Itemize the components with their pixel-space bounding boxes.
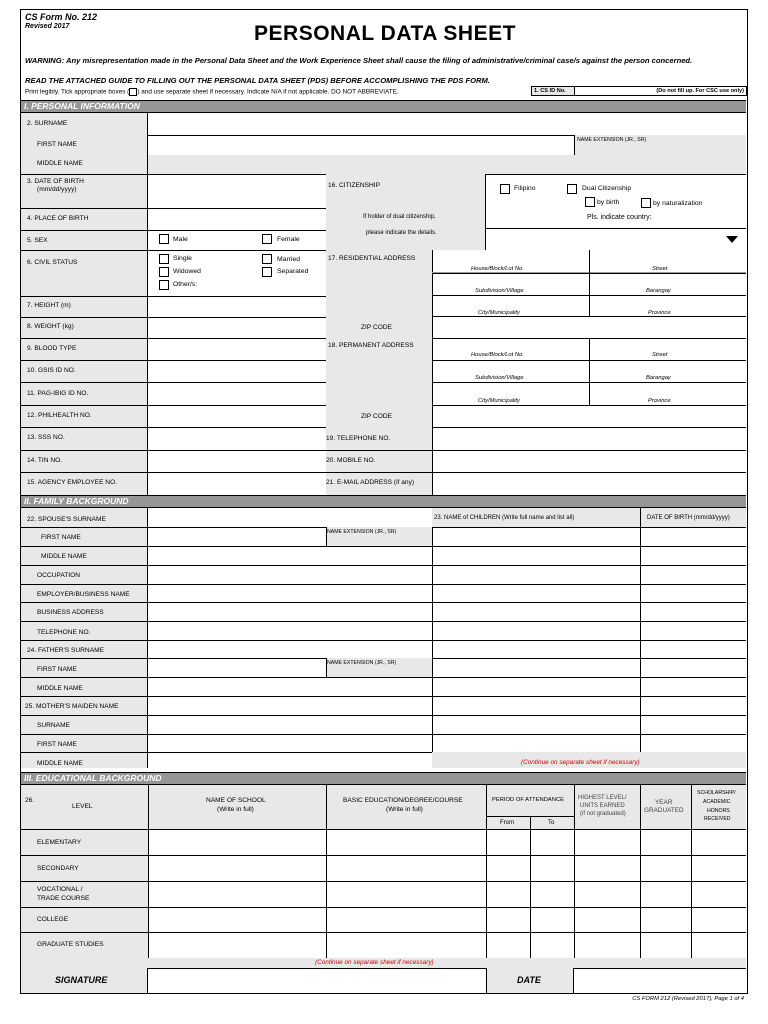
civil-status-label: 6. CIVIL STATUS <box>27 259 78 266</box>
honors-header-d: RECEIVED <box>704 816 731 822</box>
honors-header-c: HONORS <box>707 808 730 814</box>
spouse-telephone-label: TELEPHONE NO. <box>37 629 91 636</box>
civil-others-checkbox[interactable] <box>159 280 169 290</box>
citizenship-by-naturalization-label: by naturalization <box>653 200 703 207</box>
signature-input[interactable] <box>149 969 485 992</box>
level-college: COLLEGE <box>37 916 69 923</box>
level-header: LEVEL <box>72 803 93 810</box>
name-extension-label: NAME EXTENSION (JR., SR) <box>577 137 647 143</box>
first-name-input[interactable] <box>149 136 573 154</box>
education-continue-note: (Continue on separate sheet if necessary) <box>315 959 434 966</box>
citizenship-by-naturalization-checkbox[interactable] <box>641 198 651 208</box>
res-barangay-label: Barangay <box>646 288 671 294</box>
blood-type-label: 9. BLOOD TYPE <box>27 345 77 352</box>
guide-text: READ THE ATTACHED GUIDE TO FILLING OUT THE PERSONAL DATA SHEET (PDS) BEFORE ACCOMPLISHING THE PDS FORM. <box>25 76 490 85</box>
sample-checkbox-icon <box>129 88 137 96</box>
civil-married-checkbox[interactable] <box>262 254 272 264</box>
csid-input[interactable] <box>574 86 747 96</box>
period-to: To <box>548 820 555 826</box>
perm-subdivision-label: Subdivision/Village <box>475 375 524 381</box>
res-subdivision-label: Subdivision/Village <box>475 288 524 294</box>
citizenship-filipino-label: Filipino <box>514 185 536 192</box>
spouse-name-ext-label: NAME EXTENSION (JR., SR) <box>327 529 397 535</box>
father-name-ext-label: NAME EXTENSION (JR., SR) <box>327 660 397 666</box>
permanent-zip-label: ZIP CODE <box>361 413 393 420</box>
section-family-background: II. FAMILY BACKGROUND <box>21 495 746 508</box>
civil-widowed-label: Widowed <box>173 268 201 275</box>
perm-province-label: Province <box>648 398 671 404</box>
course-header-a: BASIC EDUCATION/DEGREE/COURSE <box>343 797 463 804</box>
telephone-label: 19. TELEPHONE NO. <box>326 435 391 442</box>
citizenship-country-select[interactable] <box>486 228 746 250</box>
perm-barangay-label: Barangay <box>646 375 671 381</box>
spouse-surname-label: 22. SPOUSE'S SURNAME <box>27 516 106 523</box>
signature-label: SIGNATURE <box>55 975 108 985</box>
mother-middle-name-label: MIDDLE NAME <box>37 760 83 767</box>
instruction-text <box>25 88 399 96</box>
residential-address-label: 17. RESIDENTIAL ADDRESS <box>328 255 416 262</box>
res-city-label: City/Municipality <box>478 310 520 316</box>
mother-maiden-label: 25. MOTHER'S MAIDEN NAME <box>25 703 119 710</box>
warning-text: WARNING: Any misrepresentation made in the Personal Data Sheet and the Work Experience Sheet shall cause the filing of administrative/criminal case/s against the person concerned. <box>25 56 693 65</box>
agency-label: 15. AGENCY EMPLOYEE NO. <box>27 479 118 486</box>
civil-widowed-checkbox[interactable] <box>159 267 169 277</box>
mother-surname-label: SURNAME <box>37 722 70 729</box>
civil-single-label: Single <box>173 255 192 262</box>
pds-form <box>20 9 748 994</box>
sex-male-label: Male <box>173 236 188 243</box>
children-header: 23. NAME of CHILDREN (Write full name and list all) <box>434 515 575 521</box>
education-number: 26. <box>25 797 35 804</box>
middle-name-input[interactable] <box>148 155 746 174</box>
surname-label: 2. SURNAME <box>27 120 68 127</box>
surname-input[interactable] <box>149 114 745 134</box>
year-header-a: YEAR <box>655 799 673 806</box>
course-header-b: (Write in full) <box>386 806 423 813</box>
height-label: 7. HEIGHT (m) <box>27 302 71 309</box>
chevron-down-icon <box>726 236 738 243</box>
middle-name-label: MIDDLE NAME <box>37 160 83 167</box>
highest-header-c: (if not graduated) <box>580 811 626 817</box>
res-street-label: Street <box>652 266 668 272</box>
dual-note-a: If holder of dual citizenship, <box>363 214 436 220</box>
civil-separated-checkbox[interactable] <box>262 267 272 277</box>
spouse-middle-name-label: MIDDLE NAME <box>41 553 87 560</box>
dob-label-b: (mm/dd/yyyy) <box>37 186 77 193</box>
instruction-part-b: ) and use separate sheet if necessary. Indicate N/A if not applicable. DO NOT ABBREVIATE. <box>137 88 399 96</box>
philhealth-label: 12. PHILHEALTH NO. <box>27 412 92 419</box>
employer-label: EMPLOYER/BUSINESS NAME <box>37 591 130 598</box>
res-province-label: Province <box>648 310 671 316</box>
level-secondary: SECONDARY <box>37 865 79 872</box>
csid-label: 1. CS ID No. <box>534 88 566 94</box>
csid-note: (Do not fill up. For CSC use only) <box>656 88 744 94</box>
period-from: From <box>500 820 514 826</box>
gsis-label: 10. GSIS ID NO. <box>27 367 76 374</box>
date-label: DATE <box>517 975 541 985</box>
perm-city-label: City/Municipality <box>478 398 520 404</box>
citizenship-label: 16. CITIZENSHIP <box>328 182 381 189</box>
permanent-address-label: 18. PERMANENT ADDRESS <box>328 342 414 349</box>
level-graduate: GRADUATE STUDIES <box>37 941 104 948</box>
mobile-label: 20. MOBILE NO. <box>326 457 376 464</box>
pob-label: 4. PLACE OF BIRTH <box>27 215 89 222</box>
residential-zip-label: ZIP CODE <box>361 324 393 331</box>
family-label-column <box>21 508 148 768</box>
education-level-column <box>21 829 148 959</box>
father-surname-label: 24. FATHER'S SURNAME <box>27 647 104 654</box>
section-personal-information: I. PERSONAL INFORMATION <box>21 100 746 113</box>
occupation-label: OCCUPATION <box>37 572 80 579</box>
mother-first-name-label: FIRST NAME <box>37 741 77 748</box>
email-label: 21. E-MAIL ADDRESS (if any) <box>326 479 415 486</box>
weight-label: 8. WEIGHT (kg) <box>27 323 74 330</box>
sex-male-checkbox[interactable] <box>159 234 169 244</box>
citizenship-dual-label: Dual Citizenship <box>582 185 632 192</box>
dob-label-a: 3. DATE OF BIRTH <box>27 178 84 185</box>
first-name-label: FIRST NAME <box>37 141 77 148</box>
instruction-part-a: Print legibly. Tick appropriate boxes ( <box>25 88 130 96</box>
father-first-name-label: FIRST NAME <box>37 666 77 673</box>
citizenship-by-birth-label: by birth <box>597 199 620 206</box>
sex-label: 5. SEX <box>27 237 48 244</box>
tin-label: 14. TIN NO. <box>27 457 63 464</box>
citizenship-filipino-checkbox[interactable] <box>500 184 510 194</box>
honors-header-b: ACADEMIC <box>703 799 731 805</box>
civil-single-checkbox[interactable] <box>159 254 169 264</box>
page-footer: CS FORM 212 (Revised 2017), Page 1 of 4 <box>632 996 744 1002</box>
highest-header-a: HIGHEST LEVEL/ <box>578 795 627 801</box>
highest-header-b: UNITS EARNED <box>580 803 625 809</box>
spouse-first-name-label: FIRST NAME <box>41 534 81 541</box>
children-dob-header: DATE OF BIRTH (mm/dd/yyyy) <box>647 515 730 521</box>
date-input[interactable] <box>575 969 745 992</box>
section-educational-background: III. EDUCATIONAL BACKGROUND <box>21 772 746 785</box>
education-header-row <box>21 785 746 829</box>
school-header-a: NAME OF SCHOOL <box>206 797 266 804</box>
level-vocational-b: TRADE COURSE <box>37 895 90 902</box>
citizenship-dual-checkbox[interactable] <box>567 184 577 194</box>
honors-header-a: SCHOLARSHIP/ <box>697 790 736 796</box>
perm-house-label: House/Block/Lot No. <box>471 352 524 358</box>
civil-married-label: Married <box>277 256 301 263</box>
level-elementary: ELEMENTARY <box>37 839 82 846</box>
sss-label: 13. SSS NO. <box>27 434 65 441</box>
page-title: PERSONAL DATA SHEET <box>254 22 516 45</box>
dual-note-b: please indicate the details. <box>366 230 437 236</box>
form-revision: Revised 2017 <box>25 23 70 30</box>
citizenship-country-label: Pls. indicate country: <box>587 214 652 221</box>
res-house-label: House/Block/Lot No. <box>471 266 524 272</box>
year-header-b: GRADUATED <box>644 807 684 814</box>
sex-female-label: Female <box>277 236 300 243</box>
business-address-label: BUSINESS ADDRESS <box>37 609 104 616</box>
school-header-b: (Write in full) <box>217 806 254 813</box>
children-continue-note: (Continue on separate sheet if necessary) <box>521 759 640 766</box>
pagibig-label: 11. PAG-IBIG ID NO. <box>27 390 89 397</box>
civil-separated-label: Separated <box>277 268 309 275</box>
csid-label-cell <box>531 86 575 96</box>
period-header: PERIOD OF ATTENDANCE <box>492 797 565 803</box>
form-number: CS Form No. 212 <box>25 12 98 22</box>
civil-others-label: Other/s: <box>173 281 198 288</box>
level-vocational-a: VOCATIONAL / <box>37 886 83 893</box>
father-middle-name-label: MIDDLE NAME <box>37 685 83 692</box>
sex-female-checkbox[interactable] <box>262 234 272 244</box>
perm-street-label: Street <box>652 352 668 358</box>
citizenship-by-birth-checkbox[interactable] <box>585 197 595 207</box>
